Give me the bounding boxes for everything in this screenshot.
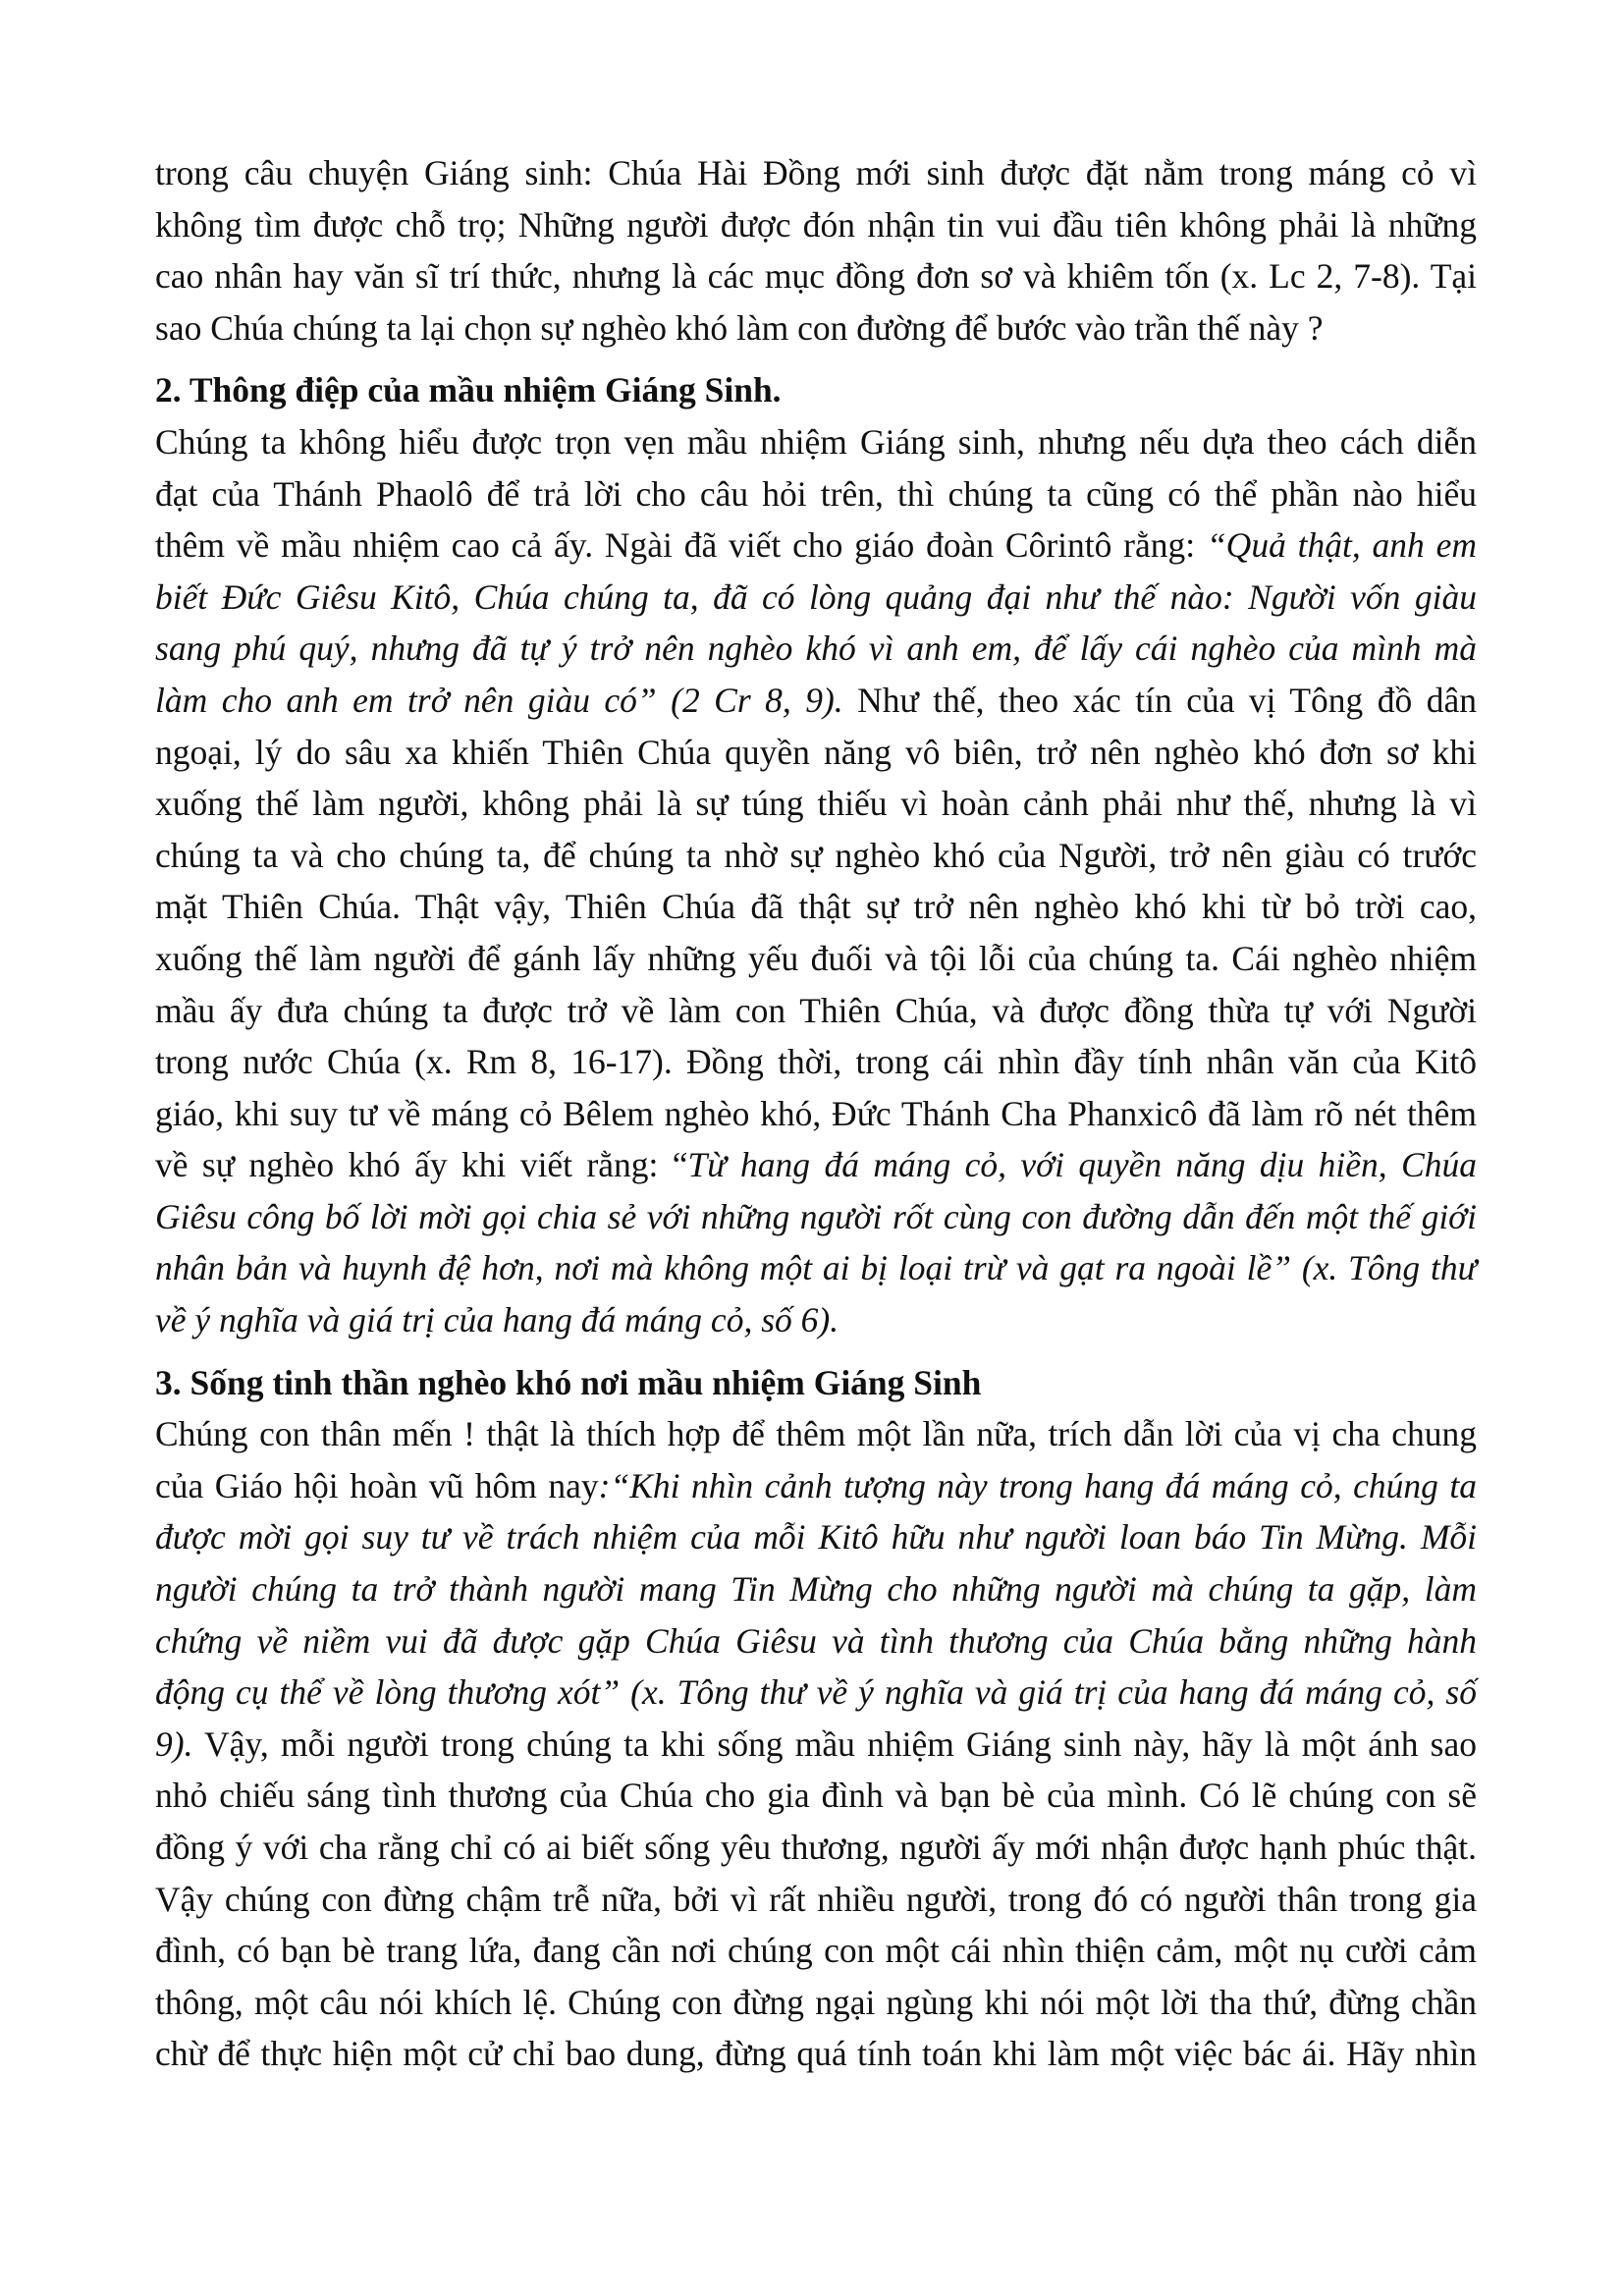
heading-section-2: 2. Thông điệp của mầu nhiệm Giáng Sinh.: [155, 370, 782, 410]
text-line: [155, 985, 1477, 1037]
italic-quote-text: 9).: [155, 1723, 193, 1764]
body-text: đình, có bạn bè trang lứa, đang cần nơi chúng con một cái nhìn thiện cảm, một nụ cười cảm: [155, 1931, 1477, 1971]
italic-quote-text: chứng về niềm vui đã được gặp Chúa Giêsu và tình thương của Chúa bằng những hành: [155, 1620, 1477, 1661]
text-line: [155, 1088, 1477, 1140]
text-line: [155, 1191, 1477, 1243]
body-text: không tìm được chỗ trọ; Những người được đón nhận tin vui đầu tiên không phải là những: [155, 204, 1477, 245]
body-text: Chúng con thân mến ! thật là thích hợp để thêm một lần nữa, trích dẫn lời của vị cha chung: [155, 1414, 1477, 1454]
text-line: [155, 468, 1477, 520]
paragraph-section3-body: [155, 1408, 1477, 2080]
text-line: [155, 778, 1477, 830]
italic-quote-text: :“Khi nhìn cảnh tượng này trong hang đá máng cỏ, chúng ta: [598, 1465, 1477, 1505]
body-text: giáo, khi suy tư về máng cỏ Bêlem nghèo khó, Đức Thánh Cha Phanxicô đã làm rõ nét thêm: [155, 1093, 1477, 1133]
text-line: [155, 1408, 1477, 1460]
text-line: [155, 623, 1477, 675]
text-line: [155, 933, 1477, 985]
body-text: trong nước Chúa (x. Rm 8, 16-17). Đồng thời, trong cái nhìn đầy tính nhân văn của Kitô: [155, 1042, 1477, 1082]
body-text: chúng ta và cho chúng ta, để chúng ta nhờ sự nghèo khó của Người, trở nên giàu có trước: [155, 835, 1477, 875]
text-line: [155, 2028, 1477, 2080]
body-text: thêm về mầu nhiệm cao cả ấy. Ngài đã viết cho giáo đoàn Côrintô rằng:: [155, 525, 1207, 566]
text-line: [155, 881, 1477, 933]
body-text: sao Chúa chúng ta lại chọn sự nghèo khó làm con đường để bước vào trần thế này ?: [155, 307, 1324, 348]
text-line: [155, 572, 1477, 624]
italic-quote-text: “Quả thật, anh em: [1206, 525, 1477, 566]
body-text: của Giáo hội hoàn vũ hôm nay: [155, 1465, 599, 1505]
text-line: [155, 1036, 1477, 1088]
body-text: nhỏ chiếu sáng tình thương của Chúa cho gia đình và bạn bè của mình. Có lẽ chúng con sẽ: [155, 1776, 1477, 1816]
body-text: trong câu chuyện Giáng sinh: Chúa Hài Đồng mới sinh được đặt nằm trong máng cỏ vì: [155, 153, 1477, 192]
text-line: [155, 1770, 1477, 1822]
text-line: [155, 199, 1477, 251]
body-text: Như thế, theo xác tín của vị Tông đồ dân: [842, 680, 1477, 720]
italic-quote-text: được mời gọi suy tư về trách nhiệm của mỗi Kitô hữu như người loan báo Tin Mừng. Mỗi: [155, 1517, 1477, 1558]
body-text: mầu ấy đưa chúng ta được trở về làm con Thiên Chúa, và được đồng thừa tự với Người: [155, 990, 1477, 1030]
text-line: [155, 1822, 1477, 1874]
text-line: [155, 1925, 1477, 1977]
italic-quote-text: sang phú quý, nhưng đã tự ý trở nên nghèo khó vì anh em, để lấy cái nghèo của mình mà: [155, 629, 1477, 669]
body-text: đạt của Thánh Phaolô để trả lời cho câu hỏi trên, thì chúng ta cũng có thể phần nào hiểu: [155, 473, 1477, 514]
italic-quote-text: Giêsu công bố lời mời gọi chia sẻ với những người rốt cùng con đường dẫn đến một thế giới: [155, 1196, 1477, 1236]
text-line: [155, 147, 1477, 199]
italic-quote-text: động cụ thể về lòng thương xót”: [155, 1672, 621, 1713]
text-line: [155, 1460, 1477, 1512]
text-line: [155, 1511, 1477, 1563]
text-line: [155, 250, 1477, 302]
text-line: [155, 1719, 1477, 1771]
paragraph-section1-tail: [155, 147, 1477, 354]
body-text: cao nhân hay văn sĩ trí thức, nhưng là các mục đồng đơn sơ và khiêm tốn (x. Lc 2, 7-8). Tại: [155, 256, 1477, 297]
body-text: Vậy chúng con đừng chậm trễ nữa, bởi vì rất nhiều người, trong đó có người thân trong gia: [155, 1879, 1477, 1919]
text-line: [155, 675, 1477, 727]
body-text: thông, một câu nói khích lệ. Chúng con đừng ngại ngùng khi nói một lời tha thứ, đừng chần: [155, 1982, 1477, 2022]
heading-section-3: 3. Sống tinh thần nghèo khó nơi mầu nhiệm Giáng Sinh: [155, 1362, 982, 1402]
text-line: [155, 1242, 1477, 1294]
body-text: về sự nghèo khó ấy khi viết rằng: “: [155, 1145, 688, 1185]
text-line: [155, 1977, 1477, 2029]
text-line: [155, 416, 1477, 468]
italic-quote-text: nhân bản và huynh đệ hơn, nơi mà không một ai bị loại trừ và gạt ra ngoài lề” (x. Tông thư: [155, 1248, 1477, 1288]
text-line: [155, 519, 1477, 572]
body-text: ngoại, lý do sâu xa khiến Thiên Chúa quyền năng vô biên, trở nên nghèo khó đơn sơ khi: [155, 732, 1477, 772]
body-text: Vậy, mỗi người trong chúng ta khi sống mầu nhiệm Giáng sinh này, hãy là một ánh sao: [192, 1723, 1477, 1764]
body-text: Chúng ta không hiểu được trọn vẹn mầu nhiệm Giáng sinh, nhưng nếu dựa theo cách diễn: [155, 421, 1477, 462]
body-text: xuống thế làm người để gánh lấy những yếu đuối và tội lỗi của chúng ta. Cái nghèo nhiệm: [155, 938, 1477, 978]
italic-quote-text: biết Đức Giêsu Kitô, Chúa chúng ta, đã có lòng quảng đại như thế nào: Người vốn giàu: [155, 576, 1477, 617]
text-line: [155, 727, 1477, 779]
italic-quote-text: (x. Tông thư về ý nghĩa và giá trị của hang đá máng cỏ, số: [620, 1672, 1477, 1713]
italic-quote-text: về ý nghĩa và giá trị của hang đá máng cỏ, số 6).: [155, 1300, 839, 1340]
body-text: chừ để thực hiện một cử chỉ bao dung, đừng quá tính toán khi làm một việc bác ái. Hãy nhìn: [155, 2034, 1477, 2074]
text-line: [155, 1667, 1477, 1719]
body-text: mặt Thiên Chúa. Thật vậy, Thiên Chúa đã thật sự trở nên nghèo khó khi từ bỏ trời cao,: [155, 887, 1477, 927]
text-line: [155, 302, 1477, 355]
text-line: [155, 1294, 1477, 1346]
body-text: xuống thế làm người, không phải là sự túng thiếu vì hoàn cảnh phải như thế, nhưng là vì: [155, 784, 1477, 824]
italic-quote-text: người chúng ta trở thành người mang Tin Mừng cho những người mà chúng ta gặp, làm: [155, 1569, 1477, 1610]
italic-quote-text: làm cho anh em trở nên giàu có” (2 Cr 8, 9).: [155, 680, 843, 720]
text-line: [155, 1615, 1477, 1667]
text-line: [155, 1874, 1477, 1926]
italic-quote-text: Từ hang đá máng cỏ, với quyền năng dịu hiền, Chúa: [687, 1145, 1477, 1185]
text-line: [155, 1139, 1477, 1191]
document-page: [155, 147, 1477, 2080]
text-line: [155, 1563, 1477, 1615]
text-line: [155, 830, 1477, 882]
paragraph-section2-body: [155, 416, 1477, 1346]
body-text: đồng ý với cha rằng chỉ có ai biết sống yêu thương, người ấy mới nhận được hạnh phúc thật.: [155, 1828, 1477, 1867]
